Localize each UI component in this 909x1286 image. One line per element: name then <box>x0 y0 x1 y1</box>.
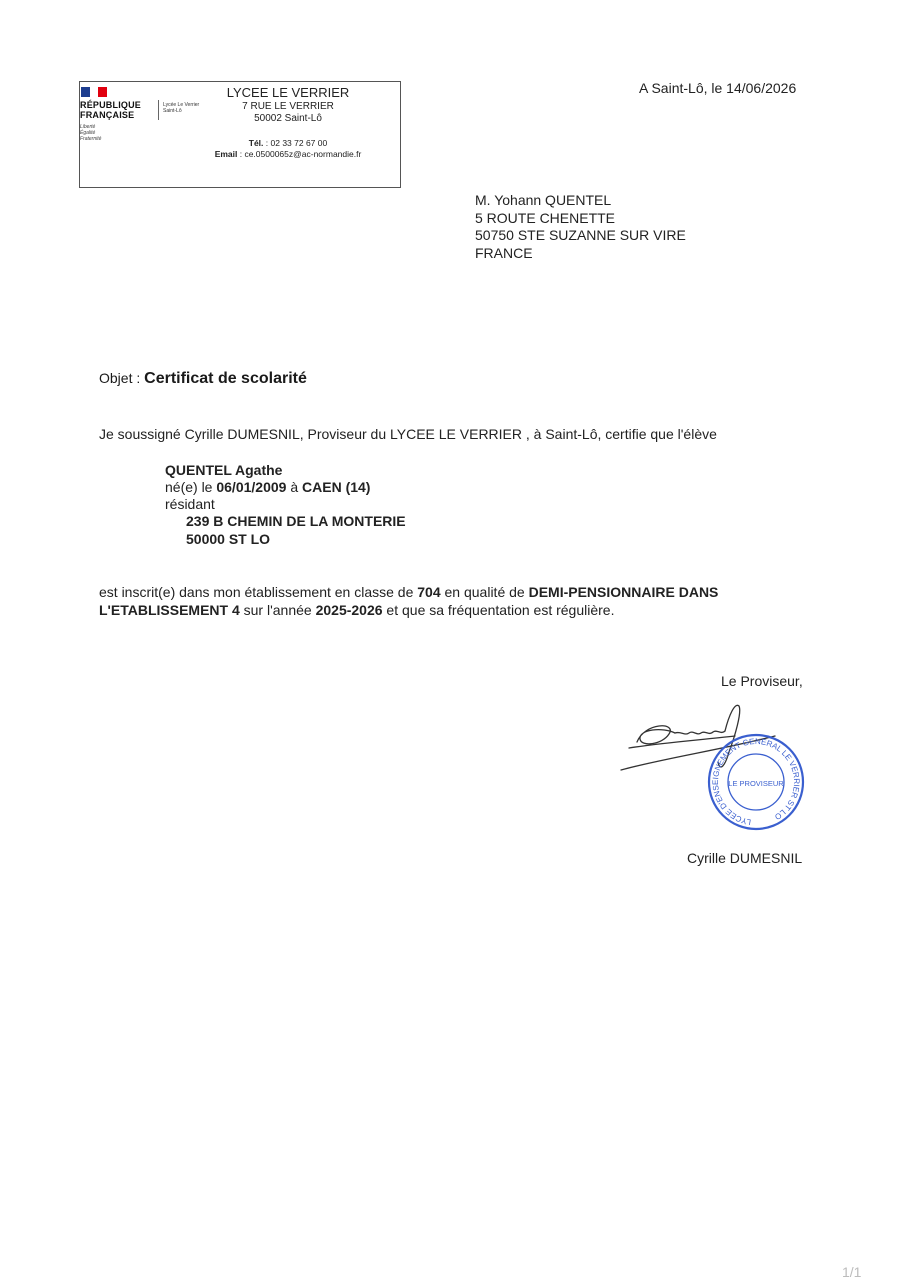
page-counter: 1/1 <box>842 1264 862 1280</box>
class-value: 704 <box>417 584 441 600</box>
stamp-ring-text: LYCEE D'ENSEIGNEMENT GENERAL LE VERRIER ST LO <box>711 736 802 827</box>
recipient-address <box>475 192 686 262</box>
student-name <box>165 462 282 478</box>
student-address-2 <box>186 531 270 547</box>
republic-line-2: FRANÇAISE <box>80 110 135 120</box>
school-name: LYCEE LE VERRIER <box>226 85 350 100</box>
student-name-text: QUENTEL Agathe <box>165 462 283 478</box>
residing-label: résidant <box>165 496 215 512</box>
french-flag-icon <box>81 87 107 97</box>
signature-title: Le Proviseur, <box>721 673 803 689</box>
address-1-text: 239 B CHEMIN DE LA MONTERIE <box>186 513 406 529</box>
birth-place: CAEN (14) <box>302 479 371 495</box>
signer-name: Cyrille DUMESNIL <box>687 850 803 866</box>
republic-motto <box>80 124 101 142</box>
statement-p1: est inscrit(e) dans mon établissement en classe de <box>99 584 418 600</box>
statement-p2: en qualité de <box>440 584 529 600</box>
school-phone <box>188 138 388 148</box>
small-label-line-2: Saint-Lô <box>163 108 182 114</box>
signature-and-stamp <box>615 700 820 840</box>
born-prefix: né(e) le <box>165 479 217 495</box>
statement-p4: et que sa fréquentation est régulière. <box>382 602 615 618</box>
header-separator <box>158 100 159 120</box>
subject-value: Certificat de scolarité <box>144 370 307 387</box>
motto-fraternite: Fraternité <box>80 136 102 142</box>
subject-label: Objet : <box>99 370 145 386</box>
recipient-street: 5 ROUTE CHENETTE <box>475 209 616 226</box>
official-stamp <box>709 735 803 829</box>
phone-label: Tél. <box>248 138 264 148</box>
school-street: 7 RUE LE VERRIER <box>242 101 334 112</box>
phone-value: : 02 33 72 67 00 <box>263 138 328 148</box>
intro-paragraph: Je soussigné Cyrille DUMESNIL, Proviseur du LYCEE LE VERRIER , à Saint-Lô, certifie que l'élève <box>99 426 717 442</box>
subject-line <box>99 370 307 388</box>
statement-p3: sur l'année <box>239 602 316 618</box>
school-email <box>188 149 388 159</box>
stamp-center-text: LE PROVISEUR <box>728 779 784 788</box>
student-address-1 <box>186 513 406 529</box>
email-value: : ce.0500065z@ac-normandie.fr <box>237 149 362 159</box>
student-birth <box>165 479 370 495</box>
small-label-line-1: Lycée Le Verrier <box>163 102 200 108</box>
recipient-city: 50750 STE SUZANNE SUR VIRE <box>475 227 686 243</box>
born-mid: à <box>286 479 303 495</box>
statement-line-1 <box>99 584 718 600</box>
regime-part-2: L'ETABLISSEMENT 4 <box>99 602 240 618</box>
address-2-text: 50000 ST LO <box>186 531 271 547</box>
regime-part-1: DEMI-PENSIONNAIRE DANS <box>528 584 719 600</box>
statement-line-2 <box>99 602 614 618</box>
republic-line-1: RÉPUBLIQUE <box>80 100 142 110</box>
birth-date: 06/01/2009 <box>216 479 287 495</box>
recipient-country: FRANCE <box>475 244 533 261</box>
school-city: 50002 Saint-Lô <box>254 113 322 124</box>
motto-liberte: Liberté <box>80 124 96 130</box>
school-year: 2025-2026 <box>315 602 383 618</box>
email-label: Email <box>214 149 238 159</box>
date-line: A Saint-Lô, le 14/06/2026 <box>639 80 797 96</box>
recipient-name: M. Yohann QUENTEL <box>475 192 612 208</box>
motto-egalite: Égalité <box>80 130 96 136</box>
